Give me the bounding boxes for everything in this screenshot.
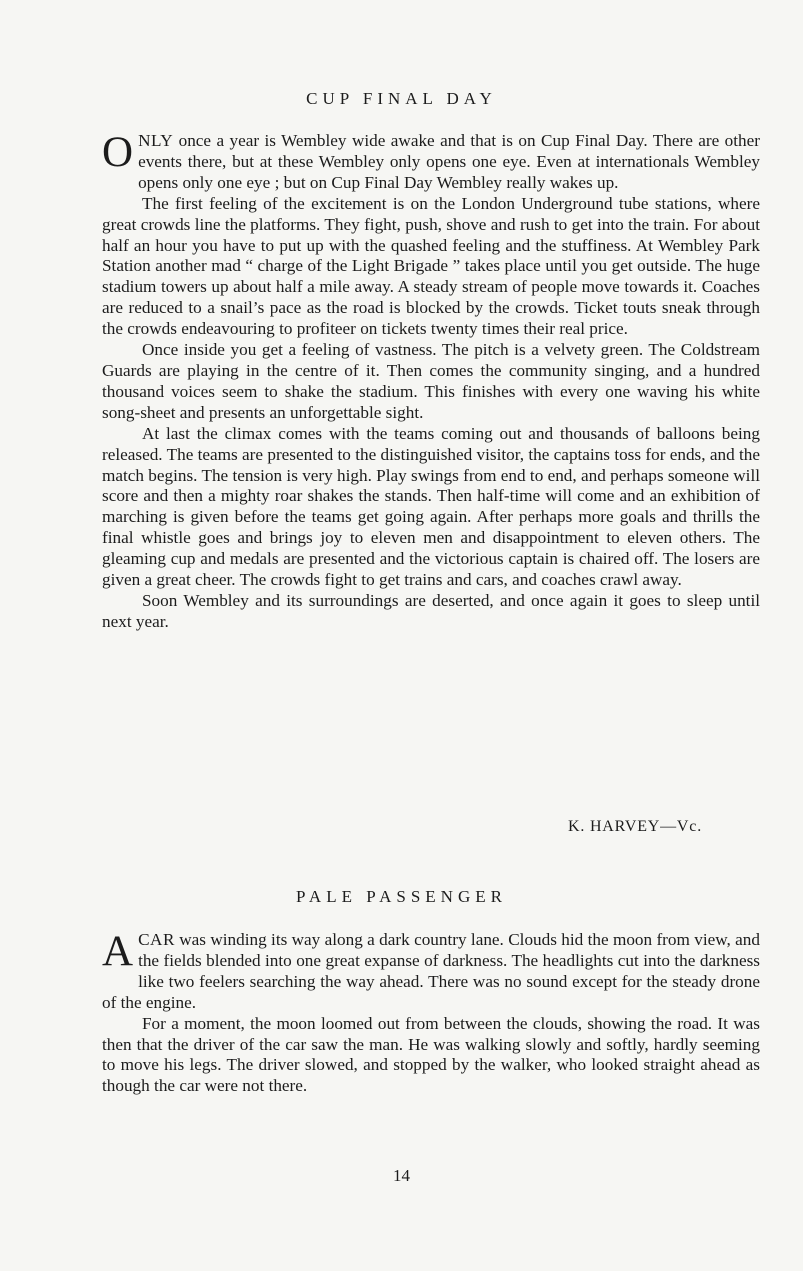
author-signature: K. HARVEY—Vc. — [568, 818, 702, 835]
paragraph-5: Soon Wembley and its surroundings are deserted, and once again it goes to sleep until next year. — [102, 590, 760, 631]
paragraph-4: At last the climax comes with the teams coming out and thousands of balloons being released. The teams are presented to the distinguished visitor, the captains toss for ends, and the match begins. The tension is very high. Play swings from end to end, and perhaps someone will score and then a mighty roar shakes the stands. Then half-time will come and an exhibition of marching is given before the teams get going again. After perhaps more goals and thrills the final whistle goes and brings joy to eleven men and disappointment to eleven others. The gleaming cup and medals are presented and the victorious captain is chaired off. The losers are given a great cheer. The crowds fight to get trains and cars, and coaches crawl away. — [102, 423, 760, 590]
paragraph-2: For a moment, the moon loomed out from between the clouds, showing the road. It was then that the driver of the car saw the man. He was walking slowly and softly, hardly seeming to move his legs. The driver slowed, and stopped by the walker, who looked straight ahead as though the car were not there. — [102, 1013, 760, 1096]
article-title-cup-final-day: CUP FINAL DAY — [306, 89, 497, 108]
page-number: 14 — [393, 1166, 410, 1185]
article-pale-passenger — [102, 930, 760, 1097]
paragraph-text: once a year is Wembley wide awake and that is on Cup Final Day. There are other events there, but at these Wembley only opens one eye. Even at internationals Wembley opens only one eye ; but on Cup Final Day Wembley really wakes up. — [138, 131, 760, 192]
paragraph-1 — [102, 930, 760, 1014]
article-title-pale-passenger: PALE PASSENGER — [296, 887, 507, 906]
paragraph-1 — [102, 131, 760, 194]
paragraph-2: The first feeling of the excitement is on the London Underground tube stations, where great crowds line the platforms. They fight, push, shove and rush to get into the train. For about half an hour you have to put up with the quashed feeling and the stuffiness. At Wembley Park Station another mad “ charge of the Light Brigade ” takes place until you get outside. The huge stadium towers up about half a mile away. A steady stream of people move towards it. Coaches are reduced to a snail’s pace as the road is blocked by the crowds. Ticket touts sneak through the crowds endeavouring to profiteer on tickets twenty times their real price. — [102, 193, 760, 339]
drop-cap: A — [102, 928, 134, 975]
paragraph-text: was winding its way along a dark country lane. Clouds hid the moon from view, and the fields blended into one great expanse of darkness. The headlights cut into the darkness like two feelers searching the way ahead. There was no sound except for the steady drone of the engine. — [102, 930, 760, 1012]
paragraph-3: Once inside you get a feeling of vastness. The pitch is a velvety green. The Coldstream Guards are playing in the centre of it. Then comes the community singing, and a hundred thousand voices seem to shake the stadium. This finishes with every one waving his white song-sheet and presents an unforgettable sight. — [102, 340, 760, 422]
lead-word: CAR — [138, 930, 175, 949]
drop-cap: O — [102, 129, 134, 176]
article-cup-final-day — [102, 131, 760, 633]
lead-word: NLY — [138, 131, 174, 150]
